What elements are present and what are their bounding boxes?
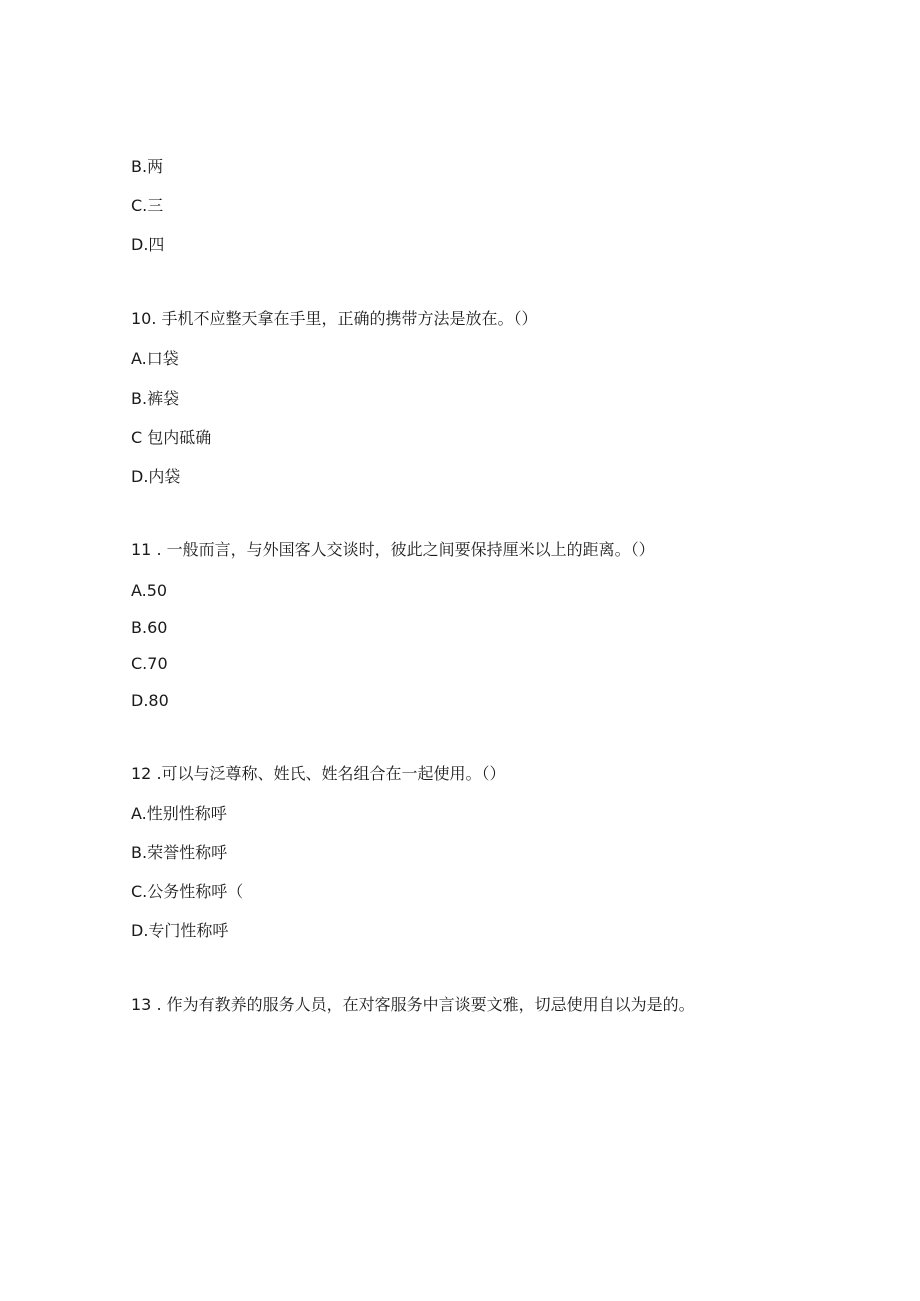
- q10-text: 10. 手机不应整天拿在手里，正确的携带方法是放在。（）: [131, 309, 538, 328]
- q11-option-a: A.50: [131, 581, 168, 600]
- q12-option-d: D.专门性称呼: [131, 921, 229, 940]
- q11-option-b: B.60: [131, 618, 168, 637]
- q12-text: 12 .可以与泛尊称、姓氏、姓名组合在一起使用。（）: [131, 764, 506, 783]
- q12-option-a: A.性别性称呼: [131, 804, 227, 823]
- q10-option-a: A.口袋: [131, 349, 179, 368]
- q11-option-c: C.70: [131, 654, 168, 673]
- q10-option-c: C 包内砥确: [131, 428, 212, 447]
- q11-text: 11 . 一般而言，与外国客人交谈时，彼此之间要保持厘米以上的距离。（）: [131, 540, 655, 559]
- q12-option-c: C.公务性称呼（: [131, 882, 244, 901]
- q12-option-b: B.荣誉性称呼: [131, 843, 228, 862]
- q10-option-d: D.内袋: [131, 467, 181, 486]
- q9-option-d: D.四: [131, 235, 165, 254]
- q9-option-c: C.三: [131, 196, 164, 215]
- q9-option-b: B.两: [131, 157, 164, 176]
- q11-option-d: D.80: [131, 691, 169, 710]
- q13-text: 13 . 作为有教养的服务人员，在对客服务中言谈要文雅，切忌使用自以为是的。: [131, 995, 695, 1014]
- q10-option-b: B.裤袋: [131, 389, 180, 408]
